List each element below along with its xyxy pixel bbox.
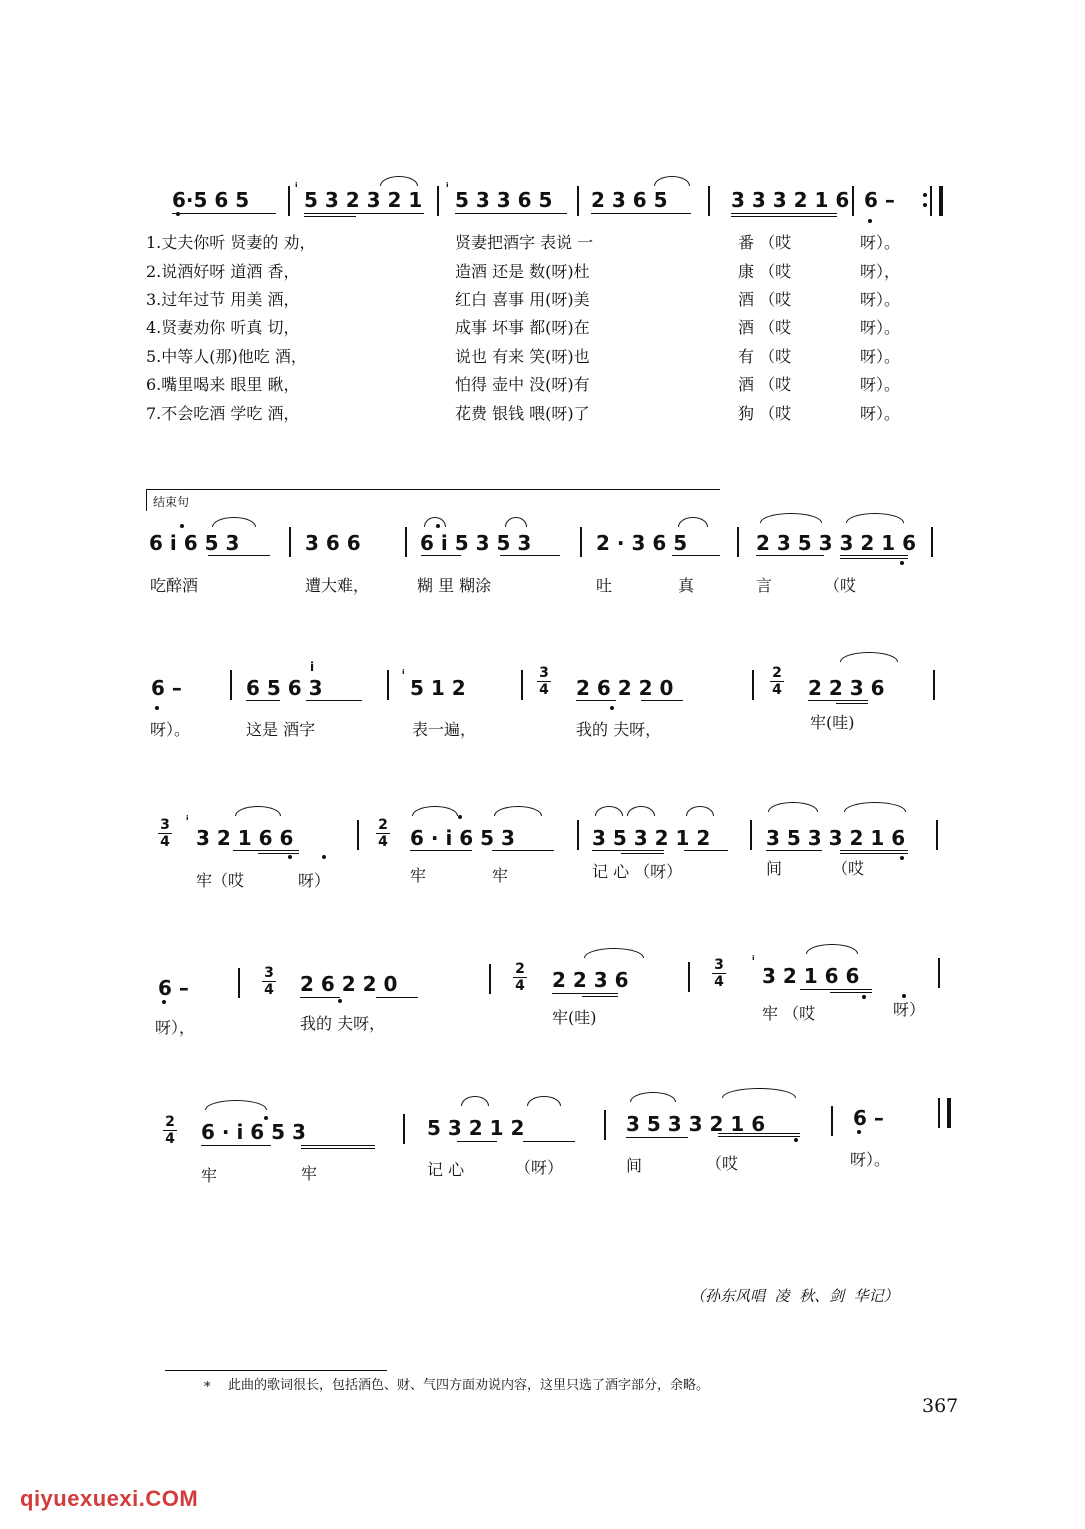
beam-underline	[421, 555, 461, 556]
note-dot	[862, 995, 866, 999]
barline	[938, 958, 940, 988]
slur-mark	[768, 802, 818, 812]
beam-underline	[576, 700, 616, 701]
slur-mark	[846, 513, 904, 523]
beam-underline	[258, 853, 299, 854]
repeat-end-barline	[930, 186, 943, 216]
slur-mark	[494, 806, 542, 816]
barline	[230, 670, 232, 700]
grace-note: ⁱ	[752, 953, 755, 967]
beam-underline	[808, 700, 868, 701]
beam-underline	[800, 989, 872, 990]
slur-mark	[461, 1096, 489, 1106]
slur-mark	[630, 1092, 676, 1102]
time-signature: 3 4	[158, 818, 172, 849]
beam-underline	[172, 213, 276, 214]
footnote-mark: *	[204, 1380, 211, 1395]
barline	[831, 1106, 833, 1136]
slur-mark	[505, 517, 527, 527]
slur-mark	[412, 806, 458, 816]
beam-underline	[731, 213, 837, 214]
score-page: 6·5 6 5 ⁱ 5 3 2 3 2 1 ⁱ 5 3 3 6 5 2 3 6 5 3 3 3 2 1 6 6 – 1.丈夫你听 贤妻的 劝， 贤妻把酒字 表说 一 番 （哎 呀）。 2.说酒好呀 道酒 香， 造酒 还是 数(呀)杜 康 （哎 呀）， 3.过年过节 用美 酒， 红白 喜事 用(呀)美 酒 （哎 呀）。 4.贤妻劝你 听真 切， 成事 坏事 都(呀)在 酒 （哎 呀）。 5.中等人(那)他吃 酒， 说也 有来 笑(呀)也 有 （哎 呀）。 6.嘴里喝来 眼里 瞅， 怕得 壶中 没(呀)有 酒 （哎 呀）。 7.不会吃酒 学吃 酒， 花费 银钱 喂(呀)了 狗 （哎 呀）。 结束句 6 i 6 5 3 3 6 6 6 i 5 3 5 3 2 · 3 6 5 2 3 5 3 3 2 1 6 吃醉酒 遭大难， 糊 里 糊涂 吐 真 言 （哎 6 – 6 5 6 3 i ⁱ 5 1 2 3 4 2 6 2 2 0 2 4 2 2 3 6 呀）。 这是 酒字 表一遍， 我的 夫呀， 牢(哇) 3 4 ⁱ 3 2 1 6 6 2 4 6 · i 6 5 3 3 5 3 2 1 2 3 5 3 3 2 1 6 牢（哎 呀） 牢 牢 记 心 （呀） 间 （哎 6 – 3 4 2 6 2 2 0 2 4 2 2 3 6 3 4 ⁱ 3 2 1 6 6 呀）， 我的 夫呀， 牢(哇) 牢 （哎 呀） 2 4 6 · i 6 5 3 5 3 2 1 2 3 5 3 3 2 1 6 6 – 牢 牢 记 心 （呀） 间 （哎 呀）。 （孙东风唱 凌 秋、剑 华记） * 此曲的歌词很长，包括酒色、财、气四方面劝说内容，这里只选了酒字部分，余略。 367 qiyuexuexi.COM	[0, 0, 1085, 1529]
barline	[357, 820, 359, 850]
beam-underline	[208, 555, 270, 556]
barline	[437, 186, 439, 216]
slur-mark	[840, 652, 898, 662]
grace-note: ⁱ	[402, 667, 405, 681]
note-dot	[180, 524, 184, 528]
grace-note: ⁱ	[295, 180, 298, 194]
beam-underline	[455, 213, 567, 214]
slur-mark	[627, 806, 655, 816]
ending-label: 结束句	[153, 495, 190, 509]
barline	[288, 186, 290, 216]
note-dot	[868, 219, 872, 223]
beam-underline	[523, 1141, 575, 1142]
beam-underline	[582, 996, 618, 997]
slur-mark	[678, 517, 708, 527]
time-signature: 3 4	[712, 958, 726, 989]
barline	[289, 527, 291, 557]
beam-underline	[840, 853, 908, 854]
barline	[750, 820, 752, 850]
beam-underline	[300, 997, 340, 998]
beam-underline	[301, 1148, 375, 1149]
note-dot	[322, 855, 326, 859]
slur-mark	[212, 517, 256, 527]
slur-mark	[527, 1096, 561, 1106]
slur-mark	[380, 176, 418, 186]
ending-bracket	[146, 489, 147, 511]
note-dot	[338, 999, 342, 1003]
watermark-text: qiyuexuexi.COM	[20, 1486, 199, 1511]
beam-underline	[306, 700, 362, 701]
beam-underline	[718, 1136, 800, 1137]
note-dot	[794, 1138, 798, 1142]
beam-underline	[492, 850, 554, 851]
grace-note: ⁱ	[186, 813, 189, 827]
note-dot	[288, 855, 292, 859]
beam-underline	[836, 703, 868, 704]
slur-mark	[235, 806, 281, 816]
slur-mark	[205, 1100, 267, 1110]
barline	[238, 968, 240, 998]
beam-underline	[731, 216, 837, 217]
barline	[933, 670, 935, 700]
time-signature: 2 4	[163, 1115, 177, 1146]
measure-3: 5 3 3 6 5	[455, 188, 553, 212]
ending-rule	[146, 489, 720, 490]
note-dot	[900, 856, 904, 860]
barline	[708, 186, 710, 216]
note-dot	[176, 212, 180, 216]
beam-underline	[500, 555, 560, 556]
beam-underline	[304, 216, 356, 217]
repeat-dot	[923, 193, 927, 197]
beam-underline	[592, 850, 664, 851]
measure-6: 6 –	[864, 188, 895, 212]
repeat-dot	[923, 203, 927, 207]
beam-underline	[233, 850, 299, 851]
grace-note: ⁱ	[446, 180, 449, 194]
barline	[403, 1114, 405, 1144]
slur-mark	[760, 513, 822, 523]
barline	[387, 670, 389, 700]
slur-mark	[844, 802, 906, 812]
measure-2: 5 3 2 3 2 1	[304, 188, 423, 212]
beam-underline	[672, 555, 720, 556]
beam-underline	[641, 700, 683, 701]
barline	[936, 820, 938, 850]
barline	[852, 186, 854, 216]
page-number: 367	[922, 1395, 959, 1417]
slur-mark	[686, 806, 714, 816]
measure-4: 2 3 6 5	[591, 188, 668, 212]
note-dot	[436, 524, 440, 528]
beam-underline	[376, 997, 418, 998]
final-barline	[938, 1098, 951, 1128]
note-dot	[458, 815, 462, 819]
barline	[752, 670, 754, 700]
slur-mark	[806, 944, 858, 954]
barline	[688, 962, 690, 992]
slur-mark	[722, 1088, 796, 1098]
note-dot	[155, 706, 159, 710]
measure-1: 6·5 6 5	[172, 188, 250, 212]
footnote-text: 此曲的歌词很长，包括酒色、财、气四方面劝说内容，这里只选了酒字部分，余略。	[228, 1378, 710, 1393]
barline	[737, 527, 739, 557]
barline	[489, 964, 491, 994]
beam-underline	[301, 1145, 375, 1146]
measure-5: 3 3 3 2 1 6	[731, 188, 850, 212]
beam-underline	[410, 850, 472, 851]
barline	[405, 527, 407, 557]
footnote-rule	[165, 1370, 387, 1371]
barline	[580, 527, 582, 557]
beam-underline	[830, 992, 872, 993]
time-signature: 2 4	[376, 818, 390, 849]
beam-underline	[457, 1141, 497, 1142]
slur-mark	[424, 517, 446, 527]
beam-underline	[840, 558, 908, 559]
barline	[577, 186, 579, 216]
note-dot	[857, 1130, 861, 1134]
beam-underline	[591, 213, 691, 214]
beam-underline	[718, 1133, 800, 1134]
beam-underline	[621, 853, 664, 854]
slur-mark	[654, 176, 690, 186]
credit-line: （孙东风唱 凌 秋、剑 华记）	[690, 1287, 899, 1305]
time-signature: 2 4	[513, 962, 527, 993]
beam-underline	[684, 850, 728, 851]
note-dot	[162, 1000, 166, 1004]
beam-underline	[840, 850, 908, 851]
grace-note: i	[310, 660, 315, 674]
time-signature: 3 4	[262, 966, 276, 997]
barline	[577, 820, 579, 850]
time-signature: 3 4	[537, 666, 551, 697]
beam-underline	[840, 555, 908, 556]
beam-underline	[201, 1145, 271, 1146]
note-dot	[902, 994, 906, 998]
slur-mark	[595, 806, 623, 816]
slur-mark	[584, 948, 644, 958]
beam-underline	[626, 1137, 688, 1138]
beam-underline	[304, 213, 424, 214]
note-dot	[264, 1116, 268, 1120]
beam-underline	[756, 555, 824, 556]
barline	[604, 1110, 606, 1140]
note-dot	[900, 561, 904, 565]
barline	[931, 527, 933, 557]
beam-underline	[246, 700, 280, 701]
beam-underline	[552, 993, 618, 994]
note-dot	[610, 706, 614, 710]
beam-underline	[766, 850, 822, 851]
barline	[521, 670, 523, 700]
time-signature: 2 4	[770, 666, 784, 697]
